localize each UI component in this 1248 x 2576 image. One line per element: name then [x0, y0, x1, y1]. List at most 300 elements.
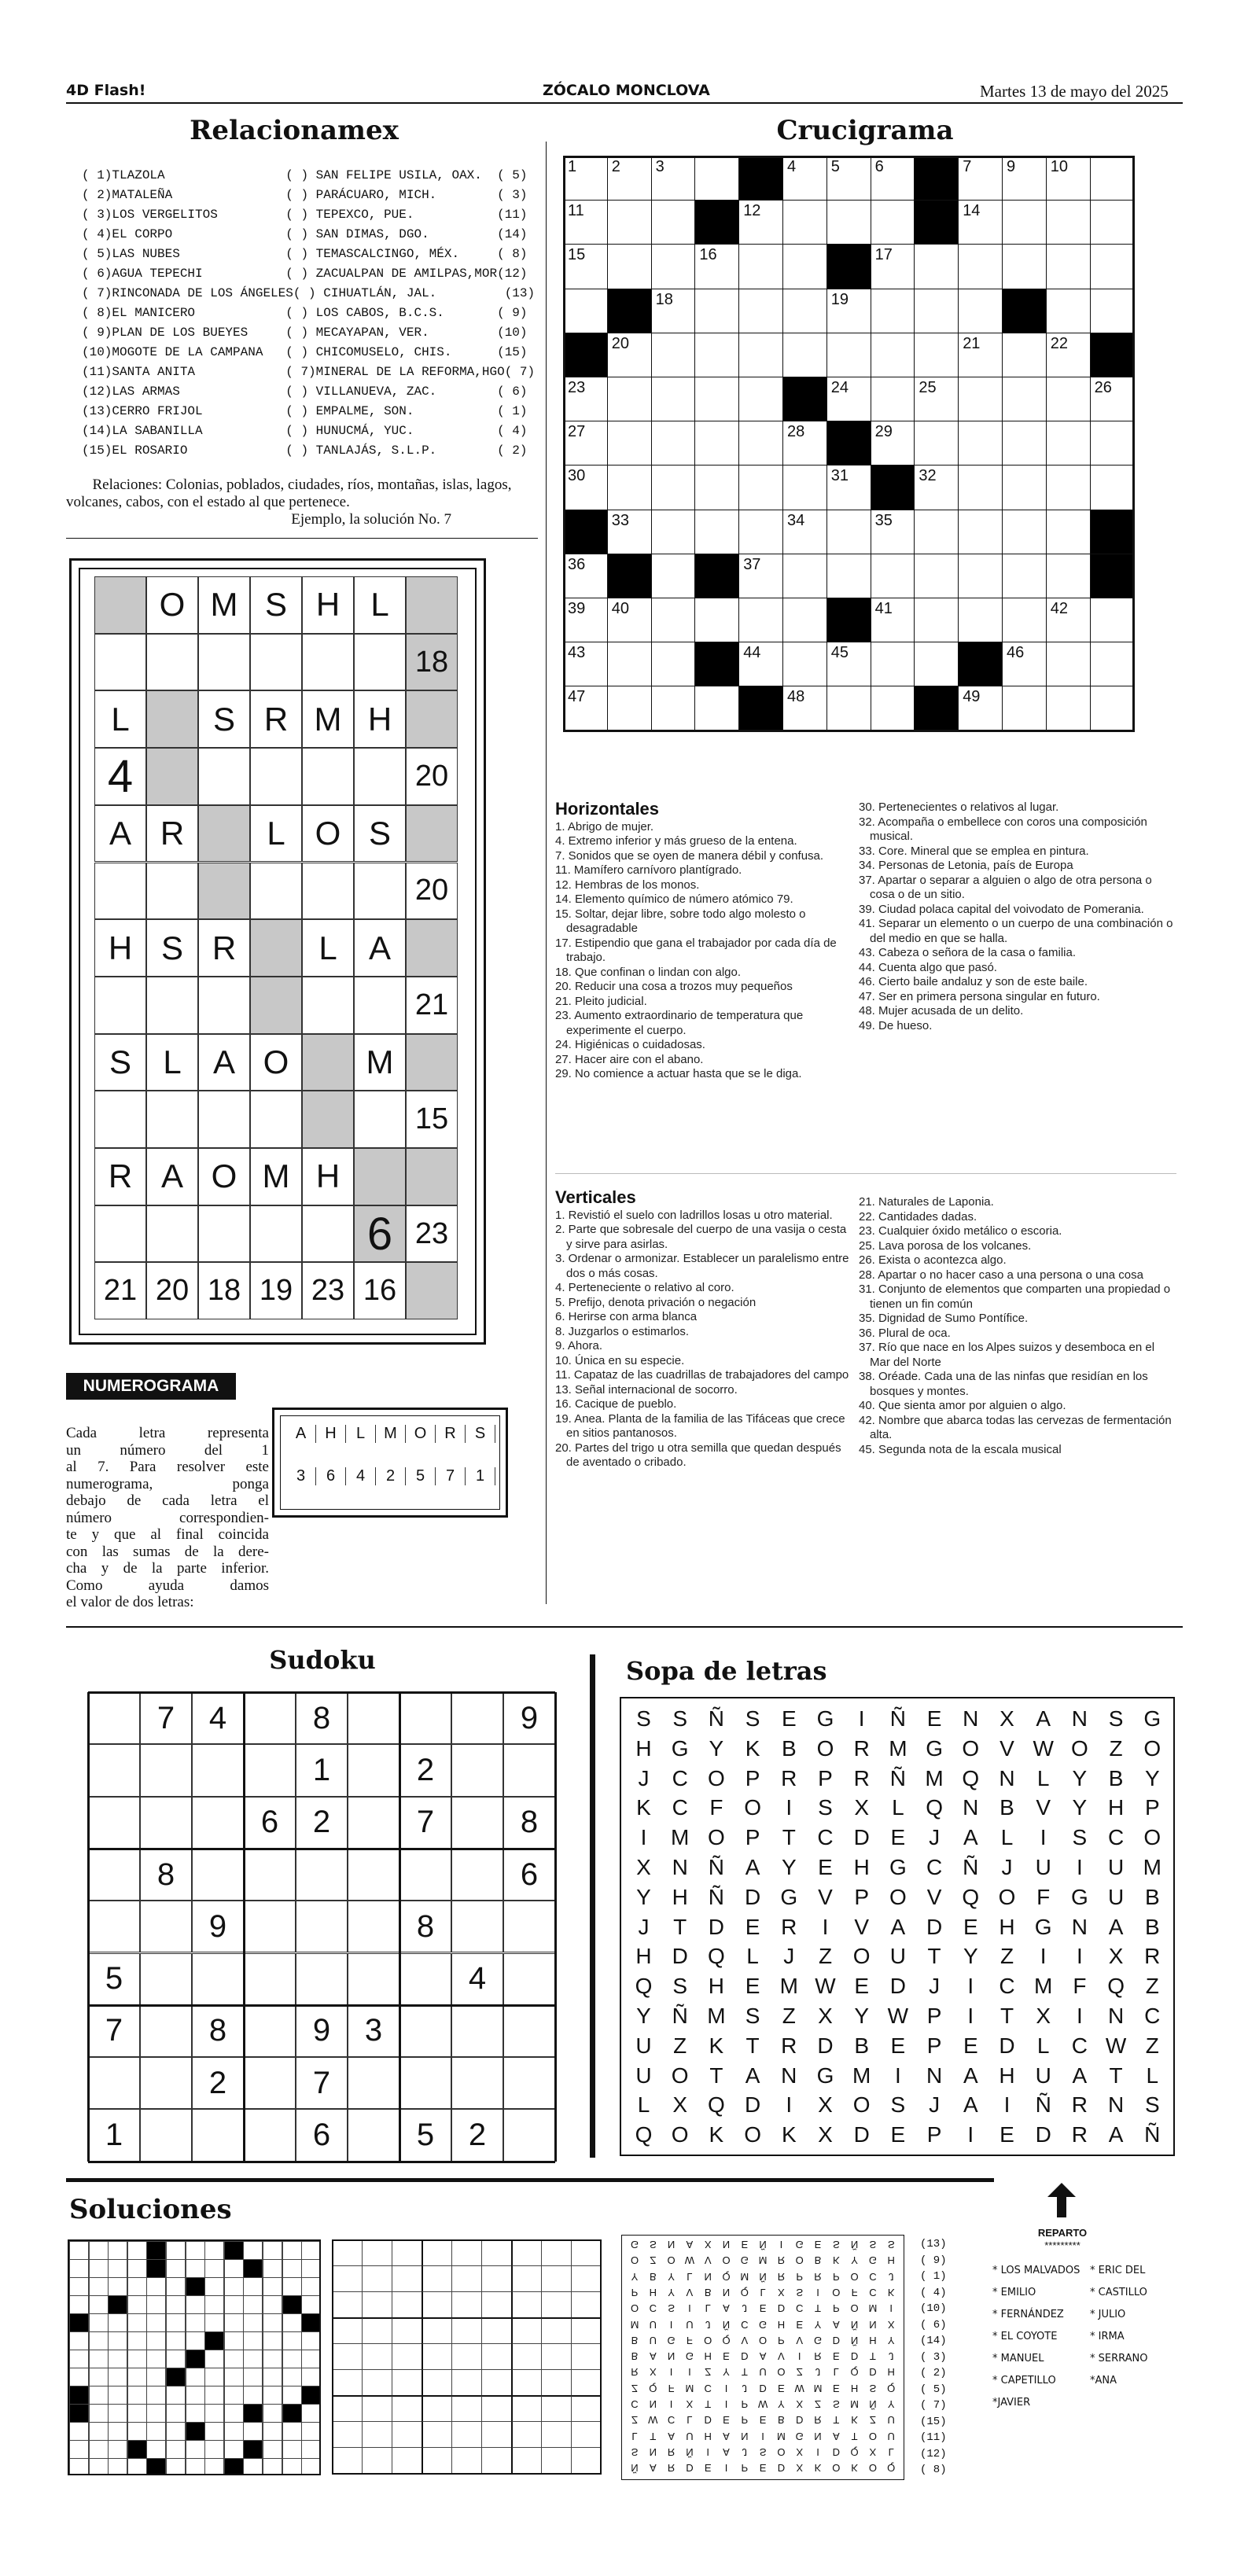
sopa-letter: T	[782, 1825, 797, 1850]
solution-crossword-cell	[224, 2404, 244, 2423]
solution-sopa-letter: P	[832, 2302, 840, 2315]
solution-relaciona-number: ( 3)	[920, 2350, 947, 2364]
solution-sopa-letter: I	[706, 2445, 709, 2458]
sopa-letter: O	[998, 1884, 1017, 1909]
solution-crossword-cell	[108, 2422, 127, 2441]
solution-sopa-letter: A	[832, 2318, 840, 2331]
solution-crossword-cell	[69, 2295, 89, 2314]
solution-crossword-cell	[166, 2422, 186, 2441]
numerograma-instruction-line: Cada letra representa	[66, 1425, 269, 1441]
sopa-letter: X	[818, 2092, 834, 2118]
numerograma-cell: S	[198, 690, 250, 748]
reparto-title: REPARTO	[1037, 2227, 1088, 2239]
relaciona-row: ( 2)MATALEÑA ( ) PARÁCUARO, MICH. ( 3)	[82, 188, 528, 202]
solution-crossword-cell	[89, 2241, 109, 2260]
solution-crossword-cell	[204, 2295, 224, 2314]
sopa-letter: Ñ	[708, 1706, 725, 1731]
solution-crossword-cell	[146, 2386, 166, 2405]
crossword-cell-number: 4	[787, 158, 797, 175]
numerograma-cell	[198, 1205, 250, 1263]
sudoku-block-line	[399, 1692, 401, 2162]
solution-crossword-cell	[301, 2241, 321, 2260]
sopa-letter: P	[818, 1765, 834, 1790]
solution-crossword-cell	[69, 2404, 89, 2423]
solution-sopa-letter: H	[887, 2254, 895, 2267]
sopa-letter: B	[1108, 1765, 1125, 1790]
solution-sopa-letter: E	[759, 2414, 767, 2427]
solution-sopa-letter: M	[813, 2382, 823, 2394]
sudoku-cell: 4	[451, 1953, 503, 2005]
sopa-letter: L	[1036, 1765, 1051, 1790]
solution-crossword-cell	[282, 2368, 302, 2386]
solution-crossword-cell	[69, 2259, 89, 2278]
solution-crossword-cell	[224, 2313, 244, 2332]
sopa-letter: N	[963, 1706, 980, 1731]
crossword-cell-number: 39	[568, 600, 586, 617]
solution-sopa-letter: Q	[722, 2270, 731, 2283]
numerograma-cell	[146, 1091, 198, 1148]
solution-sopa-letter: E	[759, 2302, 767, 2315]
solution-sopa-letter: P	[741, 2398, 749, 2410]
solution-sopa-letter: F	[668, 2382, 675, 2394]
solution-sopa-letter: O	[630, 2302, 639, 2315]
solution-sopa-letter: O	[832, 2462, 841, 2475]
solution-sopa-letter: Y	[887, 2398, 895, 2410]
solution-crossword-cell	[301, 2440, 321, 2459]
solution-crossword-cell	[108, 2259, 127, 2278]
solution-sopa-letter: W	[648, 2414, 658, 2427]
sopa-letter: W	[1033, 1735, 1055, 1761]
numerograma-label: NUMEROGRAMA	[66, 1373, 236, 1400]
solution-crossword-cell	[282, 2295, 302, 2314]
solution-sopa-letter: U	[887, 2430, 895, 2442]
solution-crossword-cell	[224, 2277, 244, 2296]
numerograma-cell	[94, 634, 146, 691]
solution-sopa-letter: T	[705, 2398, 712, 2410]
sopa-letter: R	[1071, 2122, 1088, 2147]
clue-item: 20. Reducir una cosa a trozos muy pequeños	[555, 980, 793, 993]
sopa-letter: M	[1143, 1855, 1162, 1879]
clue-item: 15. Soltar, dejar libre, sobre todo algo molesto o desagradable	[555, 907, 806, 935]
solution-crossword-cell	[108, 2350, 127, 2368]
sudoku-cell	[140, 2057, 192, 2109]
solution-crossword-cell	[282, 2313, 302, 2332]
solution-sopa-letter: O	[850, 2270, 859, 2283]
solution-crossword-cell	[69, 2313, 89, 2332]
key-letter: R	[436, 1425, 466, 1443]
sopa-letter: B	[1144, 1914, 1161, 1939]
solution-sopa-letter: N	[649, 2398, 657, 2410]
numerograma-cell: 21	[94, 1262, 146, 1319]
solution-sopa-letter: N	[814, 2430, 822, 2442]
solution-sopa-letter: H	[850, 2382, 859, 2394]
sudoku-cell	[192, 2109, 244, 2161]
reparto-name: * ERIC DEL	[1090, 2265, 1146, 2276]
sudoku-cell: 8	[296, 1692, 348, 1744]
sopa-letter: S	[672, 1706, 689, 1731]
sudoku-cell: 8	[140, 1849, 192, 1901]
solution-sopa-letter: Q	[649, 2382, 657, 2394]
numerograma-cell: L	[250, 805, 302, 863]
sopa-letter: O	[816, 1735, 835, 1761]
sopa-letter: N	[781, 2063, 798, 2088]
numerograma-cell: 20	[146, 1262, 198, 1319]
sudoku-cell	[192, 1953, 244, 2005]
clue-item: 19. Anea. Planta de la familia de las Tifáceas que crece en sitios pantanosos.	[555, 1411, 845, 1440]
solution-sopa-letter: Z	[631, 2382, 638, 2394]
solution-sopa-letter: V	[704, 2254, 712, 2267]
solution-sopa-letter: E	[832, 2350, 840, 2363]
numerograma-cell: S	[354, 805, 406, 863]
solution-sopa-letter: O	[722, 2254, 731, 2267]
sopa-letter: I	[1040, 1825, 1047, 1850]
sopa-letter: R	[781, 1914, 798, 1939]
sopa-letter: O	[744, 1795, 762, 1820]
numerograma-cell: H	[354, 690, 406, 748]
sopa-letter: I	[640, 1825, 648, 1850]
crossword-cell-number: 1	[568, 158, 577, 175]
sopa-letter: X	[1036, 2004, 1052, 2028]
crossword-cell-number: 45	[830, 644, 849, 662]
numerograma-cell: R	[94, 1148, 146, 1205]
solution-sopa-letter: J	[742, 2302, 748, 2315]
solution-sopa-letter: S	[869, 2382, 877, 2394]
solution-crossword-cell	[146, 2331, 166, 2350]
sopa-letter: Ñ	[889, 1765, 907, 1790]
solution-sopa-letter: T	[741, 2366, 748, 2379]
sopa-letter: K	[636, 1795, 652, 1820]
solution-sopa-letter: V	[796, 2334, 804, 2346]
solution-crossword-cell	[263, 2277, 282, 2296]
solution-crossword-cell	[204, 2331, 224, 2350]
sudoku-cell	[140, 1901, 192, 1952]
solution-crossword-cell	[186, 2313, 205, 2332]
sopa-letter: G	[926, 1735, 944, 1761]
sudoku-cell	[348, 1797, 399, 1849]
relaciona-row: (14)LA SABANILLA ( ) HUNUCMÁ, YUC. ( 4)	[82, 424, 528, 438]
sudoku-cell	[503, 2057, 555, 2109]
sopa-letter: E	[781, 1706, 797, 1731]
clue-item: 23. Cualquier óxido metálico o escoria.	[859, 1224, 1062, 1238]
solution-relaciona-number: ( 5)	[920, 2383, 947, 2396]
solution-relaciona-number: ( 6)	[920, 2318, 947, 2331]
solution-sopa-letter: J	[742, 2382, 748, 2394]
sopa-letter: Y	[636, 1884, 652, 1909]
clue-item: 29. No comience a actuar hasta que se le diga.	[555, 1067, 802, 1080]
numerograma-cell	[94, 977, 146, 1034]
clue-item: 25. Lava porosa de los volcanes.	[859, 1238, 1032, 1253]
crossword-cell-number: 29	[874, 423, 893, 441]
sopa-letter: V	[926, 1884, 943, 1909]
numerograma-cell	[198, 977, 250, 1034]
solution-sopa-letter: T	[833, 2414, 840, 2427]
sudoku-cell: 5	[399, 2109, 451, 2161]
sudoku-cell	[451, 1849, 503, 1901]
numerograma-cell	[94, 576, 146, 634]
sudoku-cell	[140, 1744, 192, 1796]
sopa-letter: J	[929, 2092, 941, 2118]
sopa-letter: M	[707, 2004, 727, 2028]
clue-item: 34. Personas de Letonia, país de Europa	[859, 859, 1073, 872]
solution-sopa-letter: I	[797, 2350, 801, 2363]
numerograma-instruction-line: un número del 1	[66, 1441, 269, 1459]
relaciona-row: (11)SANTA ANITA ( 7)MINERAL DE LA REFORMA,HGO( 7)	[82, 365, 536, 379]
solution-crossword-cell	[301, 2458, 321, 2475]
solution-crossword-cell	[166, 2331, 186, 2350]
solution-crossword-cell	[186, 2404, 205, 2423]
key-value: 5	[406, 1467, 436, 1485]
sopa-letter: N	[963, 1795, 980, 1820]
numerograma-cell: 4	[94, 748, 146, 805]
numerograma-cell	[406, 1034, 458, 1091]
sopa-letter: G	[816, 2063, 835, 2088]
solution-sopa-letter: R	[814, 2270, 822, 2283]
sopa-letter: G	[780, 1884, 799, 1909]
sudoku-cell: 8	[192, 2005, 244, 2057]
solution-sopa-letter: O	[777, 2445, 786, 2458]
numerograma-cell: S	[250, 576, 302, 634]
reparto-name: *ANA	[1090, 2375, 1117, 2386]
solution-crossword-cell	[108, 2404, 127, 2423]
solution-sopa-letter: K	[887, 2286, 895, 2298]
solution-crossword-cell	[69, 2277, 89, 2296]
numerograma-cell	[198, 748, 250, 805]
sopa-letter: D	[853, 1825, 871, 1850]
solution-crossword-cell	[89, 2368, 109, 2386]
solution-sopa-letter: U	[686, 2430, 694, 2442]
clue-item: 20. Partes del trigo u otra semilla que quedan después de aventado o cribado.	[555, 1441, 841, 1469]
sopa-letter: O	[889, 1884, 907, 1909]
numerograma-cell: 16	[354, 1262, 406, 1319]
sopa-letter: A	[1108, 2122, 1125, 2147]
solution-sopa-letter: R	[814, 2350, 822, 2363]
clue-item: 4. Extremo inferior y más grueso de la entena.	[555, 834, 797, 848]
numerograma-instruction-line: debajo de cada letra el	[66, 1492, 269, 1509]
sopa-letter: E	[745, 1914, 761, 1939]
sudoku-cell	[244, 1849, 296, 1901]
solution-sopa-letter: C	[667, 2414, 676, 2427]
solution-sopa-letter: W	[684, 2254, 695, 2267]
sopa-letter: T	[709, 2063, 724, 2088]
solution-crossword-cell	[146, 2404, 166, 2423]
solucion-crucigrama	[68, 2239, 321, 2475]
sudoku-cell	[503, 1953, 555, 2005]
solution-crossword-cell	[301, 2404, 321, 2423]
sopa-letter: E	[890, 2122, 907, 2147]
sopa-letter: I	[1040, 1944, 1047, 1969]
sopa-letter: J	[783, 1944, 796, 1969]
sopa-letter: G	[1034, 1914, 1053, 1939]
solution-crossword-cell	[224, 2458, 244, 2475]
numerograma-cell: O	[250, 1034, 302, 1091]
solution-sopa-letter: Z	[631, 2414, 638, 2427]
solution-sopa-letter: A	[832, 2430, 840, 2442]
sudoku-cell: 9	[503, 1692, 555, 1744]
numerograma-cell	[302, 748, 354, 805]
solucion-sopa	[621, 2235, 904, 2480]
numerograma-cell	[250, 919, 302, 977]
sopa-letter: T	[927, 1944, 942, 1969]
numerograma-cell: A	[94, 805, 146, 863]
solution-sopa-letter: T	[851, 2430, 858, 2442]
sopa-letter: N	[1107, 2004, 1125, 2028]
crossword-cell-number: 12	[743, 202, 761, 220]
solution-sopa-letter: B	[631, 2334, 639, 2346]
solution-crossword-cell	[301, 2422, 321, 2441]
solution-crossword-cell	[263, 2404, 282, 2423]
solution-sopa-letter: C	[741, 2318, 749, 2331]
solution-sopa-letter: O	[850, 2302, 859, 2315]
sopa-letter: W	[887, 2004, 910, 2028]
solution-sopa-letter: R	[814, 2414, 822, 2427]
sopa-letter: K	[781, 2122, 797, 2147]
solution-sopa-letter: M	[758, 2254, 768, 2267]
solution-crossword-cell	[224, 2422, 244, 2441]
solution-sopa-letter: J	[705, 2318, 711, 2331]
solution-sopa-letter: G	[740, 2254, 749, 2267]
sudoku-cell	[88, 2057, 140, 2109]
sudoku-cell	[503, 1744, 555, 1796]
solution-sopa-letter: Y	[668, 2270, 675, 2283]
solution-sopa-letter: C	[869, 2286, 877, 2298]
sopa-letter: Z	[1109, 1735, 1124, 1761]
sopa-letter: I	[822, 1914, 830, 1939]
sopa-letter: A	[963, 2063, 979, 2088]
sopa-letter: C	[672, 1765, 689, 1790]
solution-crossword-cell	[243, 2458, 263, 2475]
sudoku-cell	[296, 1849, 348, 1901]
clue-item: 37. Apartar o separar a alguien o algo de otra persona o cosa o de un sitio.	[859, 873, 1152, 901]
solution-crossword-cell	[69, 2368, 89, 2386]
sopa-letter: J	[929, 1825, 941, 1850]
numerograma-cell: A	[198, 1034, 250, 1091]
sopa-letter: O	[744, 2122, 762, 2147]
solution-crossword-cell	[301, 2368, 321, 2386]
clue-item: 18. Que confinan o lindan con algo.	[555, 965, 742, 979]
numerograma-cell: 21	[406, 977, 458, 1034]
solution-crossword-cell	[127, 2350, 147, 2368]
sudoku-cell: 1	[296, 1744, 348, 1796]
sopa-letter: R	[853, 1765, 871, 1790]
numerograma-cell: L	[302, 919, 354, 977]
crossword-cell-number: 28	[787, 423, 805, 441]
relaciona-row: ( 1)TLAZOLA ( ) SAN FELIPE USILA, OAX. ( 5)	[82, 168, 528, 182]
solution-crossword-cell	[263, 2386, 282, 2405]
solution-crossword-cell	[108, 2277, 127, 2296]
solution-sopa-letter: D	[832, 2334, 840, 2346]
solution-crossword-cell	[166, 2440, 186, 2459]
sopa-letter: A	[963, 1825, 979, 1850]
numerograma-instruction-line: cha y de la parte inferior.	[66, 1560, 269, 1577]
sopa-letter: Z	[782, 2004, 797, 2028]
solution-crossword-cell	[301, 2350, 321, 2368]
sopa-letter: L	[1036, 2033, 1051, 2058]
clue-item: 1. Revistió el suelo con ladrillos losas u otro material.	[555, 1208, 833, 1222]
solution-crossword-cell	[263, 2422, 282, 2441]
key-value: 6	[316, 1467, 346, 1485]
reparto-stars: *********	[1044, 2239, 1080, 2251]
sopa-letter: D	[744, 2092, 762, 2118]
numerograma-cell	[302, 1205, 354, 1263]
numerograma-instruction-line: con las sumas de la dere-	[66, 1543, 269, 1560]
solution-sopa-letter: K	[832, 2254, 840, 2267]
solution-sopa-letter: T	[869, 2350, 876, 2363]
solution-crossword-cell	[263, 2313, 282, 2332]
sudoku-cell: 5	[88, 1953, 140, 2005]
solution-sopa-letter: X	[796, 2445, 804, 2458]
sopa-letter: N	[1071, 1706, 1088, 1731]
sudoku-block-line	[88, 2161, 555, 2163]
clue-item: 9. Ahora.	[555, 1339, 603, 1352]
solution-sopa-letter: E	[704, 2462, 712, 2475]
clue-item: 6. Herirse con arma blanca	[555, 1310, 698, 1323]
sopa-letter: C	[672, 1795, 689, 1820]
solution-sopa-letter: I	[724, 2398, 728, 2410]
solution-sopa-letter: S	[832, 2239, 840, 2250]
solution-crossword-cell	[224, 2295, 244, 2314]
sudoku-cell: 7	[140, 1692, 192, 1744]
solution-sopa-letter: G	[795, 2430, 804, 2442]
sopa-letter: O	[671, 2063, 690, 2088]
numerograma-instruction-line: al 7. Para resolver este	[66, 1459, 269, 1475]
sopa-letter: R	[853, 1735, 871, 1761]
relaciona-note-line: Relaciones: Colonias, poblados, ciudades, ríos, montañas, islas, lagos,	[92, 477, 512, 493]
clue-item: 4. Perteneciente o relativo al coro.	[555, 1281, 734, 1294]
solution-crossword-cell	[146, 2458, 166, 2475]
solution-crossword-cell	[146, 2295, 166, 2314]
sopa-letter: S	[745, 2004, 761, 2028]
sopa-letter: O	[1143, 1735, 1162, 1761]
solution-crossword-cell	[108, 2458, 127, 2475]
solution-sopa-letter: Q	[850, 2366, 859, 2379]
solution-crossword-cell	[186, 2368, 205, 2386]
sopa-letter: Y	[1072, 1765, 1088, 1790]
solution-crossword-cell	[127, 2295, 147, 2314]
solution-crossword-cell	[146, 2422, 166, 2441]
crossword-border	[563, 156, 1135, 732]
crossword-cell-number: 30	[568, 467, 586, 485]
horizontales-clues	[555, 799, 854, 1082]
crossword-cell-number: 41	[874, 600, 893, 617]
sopa-letter: O	[1071, 1735, 1089, 1761]
solution-crossword-cell	[243, 2386, 263, 2405]
solution-sopa-letter: C	[869, 2270, 877, 2283]
solution-crossword-cell	[263, 2295, 282, 2314]
numerograma-cell	[302, 1091, 354, 1148]
relaciona-row: (13)CERRO FRIJOL ( ) EMPALME, SON. ( 1)	[82, 404, 528, 418]
sudoku-cell	[88, 1797, 140, 1849]
solution-sopa-letter: C	[795, 2302, 804, 2315]
solution-sopa-letter: D	[777, 2302, 786, 2315]
solution-crossword-cell	[224, 2331, 244, 2350]
numerograma-cell	[354, 1148, 406, 1205]
crossword-cell-number: 16	[699, 246, 717, 264]
solution-sopa-letter: N	[704, 2270, 712, 2283]
solution-sopa-letter: P	[778, 2334, 785, 2346]
sopa-letter: N	[1071, 1914, 1088, 1939]
sudoku-cell	[348, 1849, 399, 1901]
sopa-letter: O	[852, 1944, 871, 1969]
solution-sopa-letter: X	[869, 2445, 877, 2458]
numerograma-cell: R	[198, 919, 250, 977]
reparto-name: * CAPETILLO	[992, 2375, 1056, 2386]
solution-sopa-letter: Ñ	[869, 2398, 877, 2410]
solution-sopa-letter: A	[723, 2445, 730, 2458]
sopa-letter: I	[786, 2092, 793, 2118]
solution-sopa-letter: O	[630, 2254, 639, 2267]
sudoku-title: Sudoku	[269, 1645, 376, 1675]
solution-crossword-cell	[186, 2350, 205, 2368]
